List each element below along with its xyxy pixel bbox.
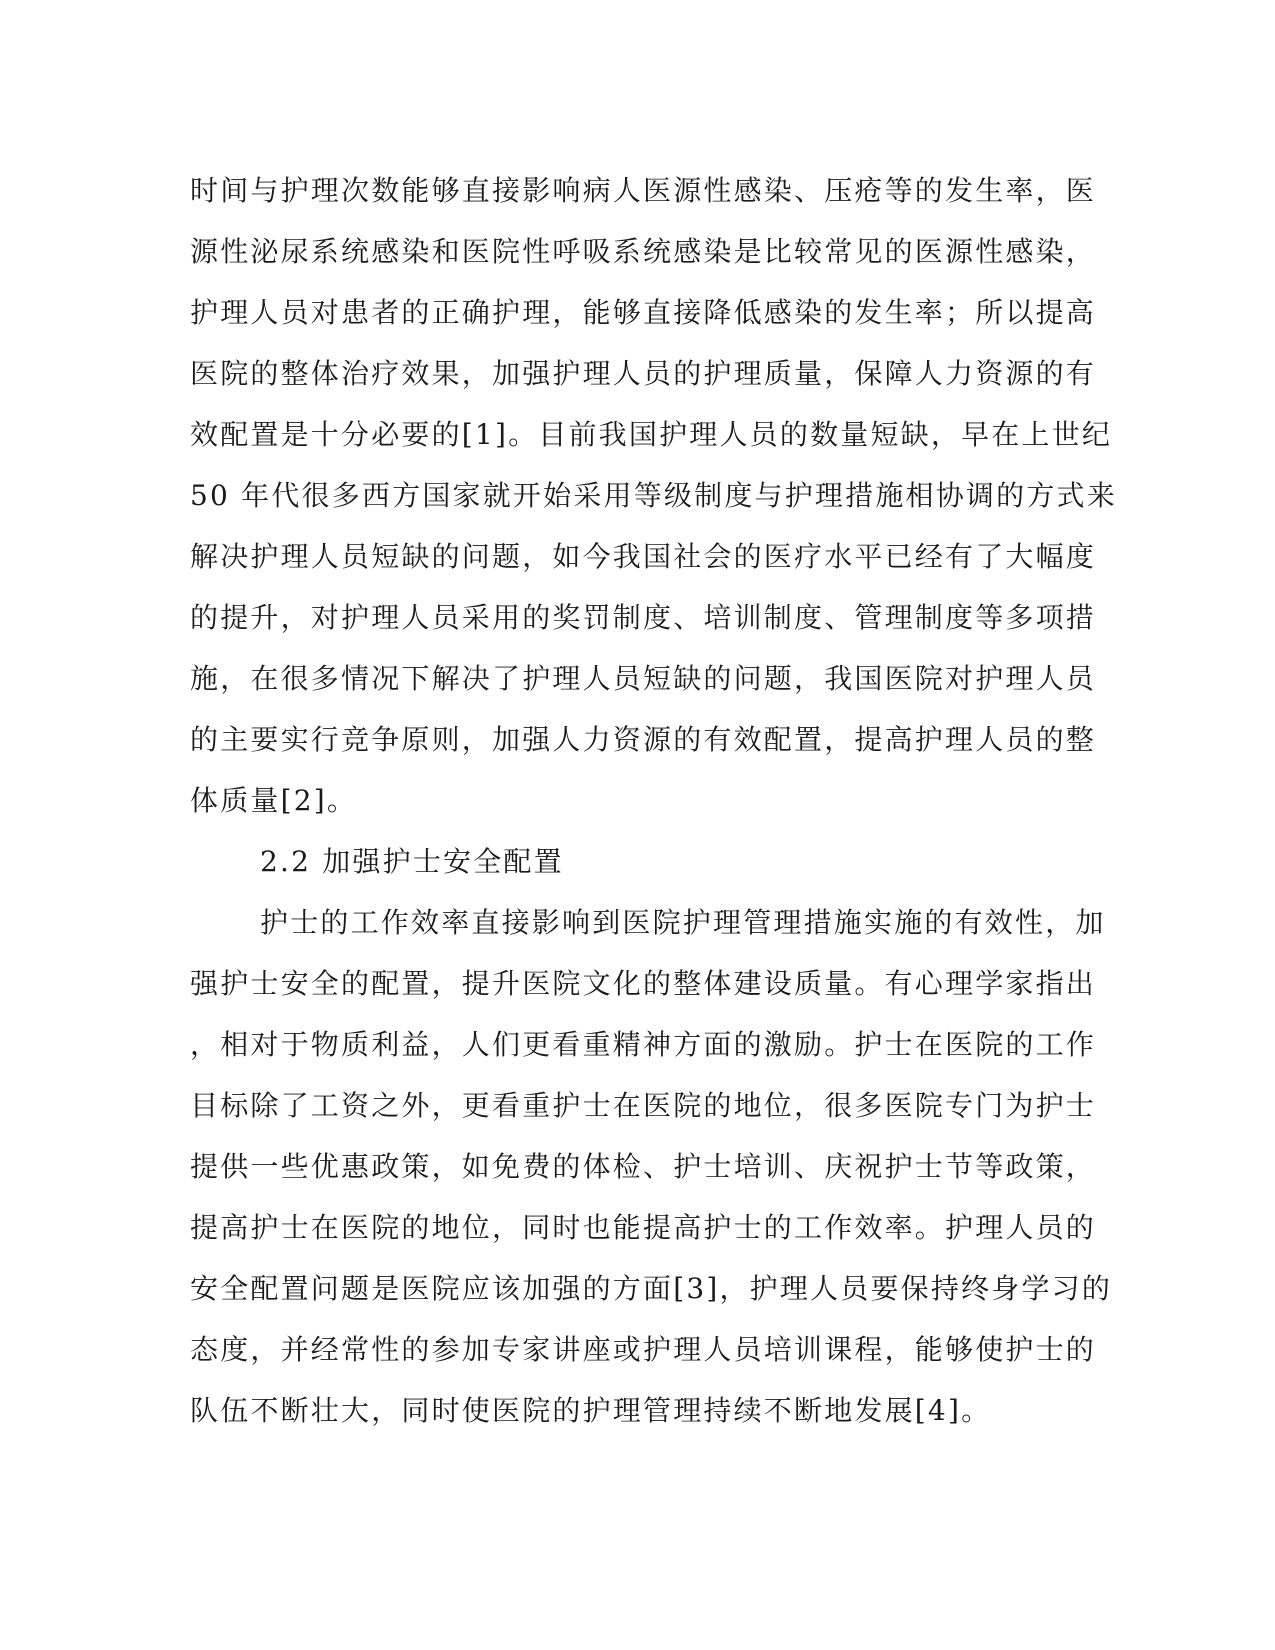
paragraph-line: 护理人员对患者的正确护理，能够直接降低感染的发生率；所以提高 xyxy=(190,296,1097,329)
paragraph-line: 护士的工作效率直接影响到医院护理管理措施实施的有效性，加 xyxy=(260,906,1106,939)
paragraph-line: 态度，并经常性的参加专家讲座或护理人员培训课程，能够使护士的 xyxy=(190,1333,1097,1366)
paragraph-line: 解决护理人员短缺的问题，如今我国社会的医疗水平已经有了大幅度 xyxy=(190,540,1097,573)
paragraph-line: 50 年代很多西方国家就开始采用等级制度与护理措施相协调的方式来 xyxy=(190,479,1117,512)
paragraph-line: 施，在很多情况下解决了护理人员短缺的问题，我国医院对护理人员 xyxy=(190,662,1097,695)
paragraph-line: 时间与护理次数能够直接影响病人医源性感染、压疮等的发生率，医 xyxy=(190,174,1097,207)
paragraph-line: 医院的整体治疗效果，加强护理人员的护理质量，保障人力资源的有 xyxy=(190,357,1097,390)
paragraph-line: 的主要实行竞争原则，加强人力资源的有效配置，提高护理人员的整 xyxy=(190,723,1097,756)
document-body xyxy=(190,160,1117,1441)
paragraph-line: 效配置是十分必要的[1]。目前我国护理人员的数量短缺，早在上世纪 xyxy=(190,418,1113,451)
section-heading: 2.2 加强护士安全配置 xyxy=(260,845,564,878)
paragraph-line: 目标除了工资之外，更看重护士在医院的地位，很多医院专门为护士 xyxy=(190,1089,1097,1122)
paragraph-line: 队伍不断壮大，同时使医院的护理管理持续不断地发展[4]。 xyxy=(190,1394,992,1427)
paragraph-line: 强护士安全的配置，提升医院文化的整体建设质量。有心理学家指出 xyxy=(190,967,1097,1000)
paragraph-line: 体质量[2]。 xyxy=(190,784,358,817)
paragraph-line: 提供一些优惠政策，如免费的体检、护士培训、庆祝护士节等政策， xyxy=(190,1150,1097,1183)
paragraph-1 xyxy=(190,160,1117,831)
paragraph-line: 安全配置问题是医院应该加强的方面[3]，护理人员要保持终身学习的 xyxy=(190,1272,1113,1305)
paragraph-line: ，相对于物质利益，人们更看重精神方面的激励。护士在医院的工作 xyxy=(190,1028,1097,1061)
paragraph-line: 提高护士在医院的地位，同时也能提高护士的工作效率。护理人员的 xyxy=(190,1211,1097,1244)
paragraph-2 xyxy=(190,892,1113,1441)
paragraph-line: 源性泌尿系统感染和医院性呼吸系统感染是比较常见的医源性感染， xyxy=(190,235,1097,268)
paragraph-line: 的提升，对护理人员采用的奖罚制度、培训制度、管理制度等多项措 xyxy=(190,601,1097,634)
